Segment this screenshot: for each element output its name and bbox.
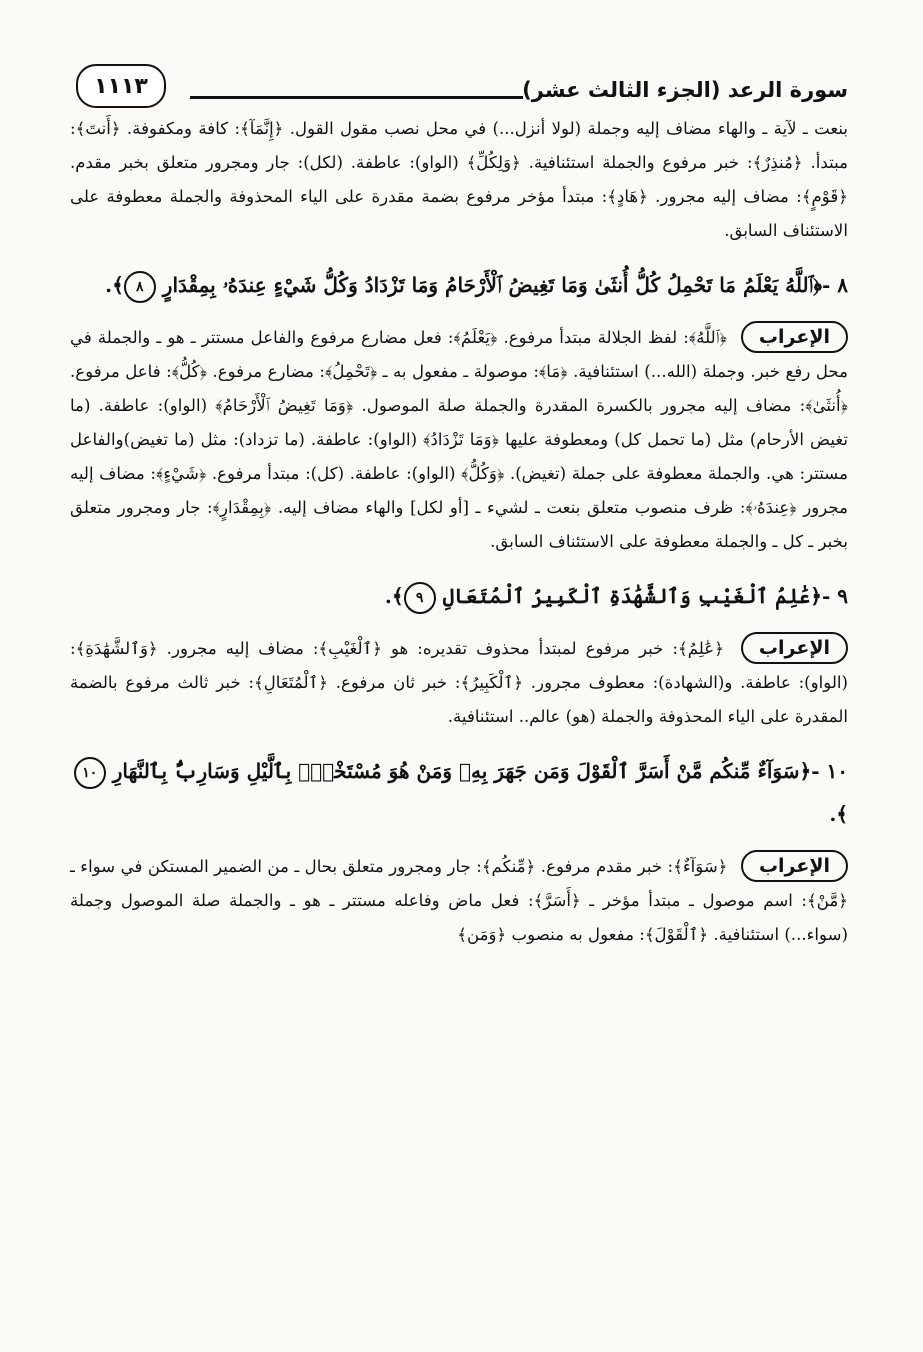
ayah-number-8: ٨ bbox=[124, 271, 156, 303]
part-name: (الجزء الثالث عشر) bbox=[522, 78, 721, 102]
irab-badge: الإعراب bbox=[741, 850, 848, 882]
irab-verse-10 bbox=[70, 850, 848, 952]
irab-badge: الإعراب bbox=[741, 632, 848, 664]
ayah-number-10: ١٠ bbox=[74, 757, 106, 789]
irab-text-10: ﴿سَوَآءٌ﴾: خبر مقدم مرفوع. ﴿مِّنكُم﴾: جار ومجرور متعلق بحال ـ من الضمير المستكن في سواء ـ ﴿مَّنْ﴾: اسم موصول ـ مبتدأ مؤخر ـ ﴿أَسَرَّ﴾: فعل ماض وفاعله مستتر ـ هو ـ والجملة صلة الموصول وجملة (سواء...) استئنافية. ﴿ٱلْقَوْلَ﴾: مفعول به منصوب ﴿وَمَن﴾ bbox=[70, 857, 848, 944]
verse-10 bbox=[70, 750, 848, 836]
verse-8 bbox=[70, 264, 848, 307]
verse-close: ﴾. bbox=[829, 802, 848, 826]
verse-8-text: ٨ -﴿ٱللَّهُ يَعْلَمُ مَا تَحْمِلُ كُلُّ أُنثَىٰ وَمَا تَغِيضُ ٱلْأَرْحَامُ وَمَا تَزْدَادُ وَكُلُّ شَيْءٍ عِندَهُۥ بِمِقْدَارٍ bbox=[162, 273, 848, 297]
verse-close: ﴾. bbox=[384, 584, 404, 608]
verse-close: ﴾. bbox=[105, 273, 124, 297]
page-number: ١١١٣ bbox=[76, 64, 166, 108]
paragraph-1: بنعت ـ لآية ـ والهاء مضاف إليه وجملة (لولا أنزل...) في محل نصب مقول القول. ﴿إِنَّمَآ﴾: كافة ومكفوفة. ﴿أَنتَ﴾: مبتدأ. ﴿مُنذِرٌ﴾: خبر مرفوع والجملة استئنافية. ﴿وَلِكُلِّ﴾ (الواو): عاطفة. (لكل): جار ومجرور متعلق بخبر مقدم. ﴿قَوْمٍ﴾: مضاف إليه مجرور. ﴿هَادٍ﴾: مبتدأ مؤخر مرفوع بضمة مقدرة على الياء المحذوفة والجملة معطوفة على الاستئناف السابق. bbox=[70, 119, 848, 240]
irab-verse-8 bbox=[70, 321, 848, 559]
verse-10-text: ١٠ -﴿سَوَآءٌ مِّنكُم مَّنْ أَسَرَّ ٱلْقَوْلَ وَمَن جَهَرَ بِهِۦ وَمَنْ هُوَ مُسْتَخْفٍۭ بِٱلَّيْلِ وَسَارِبٌۢ بِٱلنَّهَارِ bbox=[112, 759, 848, 783]
page-header bbox=[70, 60, 848, 112]
page bbox=[70, 60, 848, 968]
irab-verse-9 bbox=[70, 632, 848, 734]
surah-name: سورة الرعد bbox=[727, 78, 848, 102]
header-rule bbox=[190, 96, 523, 99]
irab-text-9: ﴿عَٰلِمُ﴾: خبر مرفوع لمبتدأ محذوف تقديره: هو ﴿ٱلْغَيْبِ﴾: مضاف إليه مجرور. ﴿وَٱلشَّهَٰدَةِ﴾: (الواو): عاطفة. و(الشهادة): معطوف مجرور. ﴿ٱلْكَبِيرُ﴾: خبر ثان مرفوع. ﴿ٱلْمُتَعَالِ﴾: خبر ثالث مرفوع بالضمة المقدرة على الياء المحذوفة والجملة (هو) عالم.. استئنافية. bbox=[70, 639, 848, 726]
irab-badge: الإعراب bbox=[741, 321, 848, 353]
running-title bbox=[522, 78, 848, 102]
verse-9-text: ٩ -﴿عَٰلِمُ ٱلْغَيْبِ وَٱلشَّهَٰدَةِ ٱلْكَبِيرُ ٱلْمُتَعَالِ bbox=[442, 584, 848, 608]
irab-text-8: ﴿ٱللَّهُ﴾: لفظ الجلالة مبتدأ مرفوع. ﴿يَعْلَمُ﴾: فعل مضارع مرفوع والفاعل مستتر ـ هو ـ والجملة في محل رفع خبر. وجملة (الله...) استئنافية. ﴿مَا﴾: موصولة ـ مفعول به ـ ﴿تَحْمِلُ﴾: مضارع مرفوع. ﴿كُلُّ﴾: فاعل مرفوع. ﴿أُنثَىٰ﴾: مضاف إليه مجرور بالكسرة المقدرة والجملة صلة الموصول. ﴿وَمَا تَغِيضُ ٱلْأَرْحَامُ﴾ (الواو): عاطفة. (ما تغيض الأرحام) مثل (ما تحمل كل) ومعطوفة عليها ﴿وَمَا تَزْدَادُ﴾ (الواو): عاطفة. (ما تزداد): مثل (ما تغيض)والفاعل مستتر: هي. والجملة معطوفة على جملة (تغيض). ﴿وَكُلُّ﴾ (الواو): عاطفة. (كل): مبتدأ مرفوع. ﴿شَيْءٍ﴾: مضاف إليه مجرور ﴿عِندَهُۥ﴾: ظرف منصوب متعلق بنعت ـ لشيء ـ [أو لكل] والهاء مضاف إليه. ﴿بِمِقْدَارٍ﴾: جار ومجرور متعلق بخبر ـ كل ـ والجملة معطوفة على الاستئناف السابق. bbox=[70, 328, 848, 551]
verse-9 bbox=[70, 575, 848, 618]
ayah-number-9: ٩ bbox=[404, 582, 436, 614]
